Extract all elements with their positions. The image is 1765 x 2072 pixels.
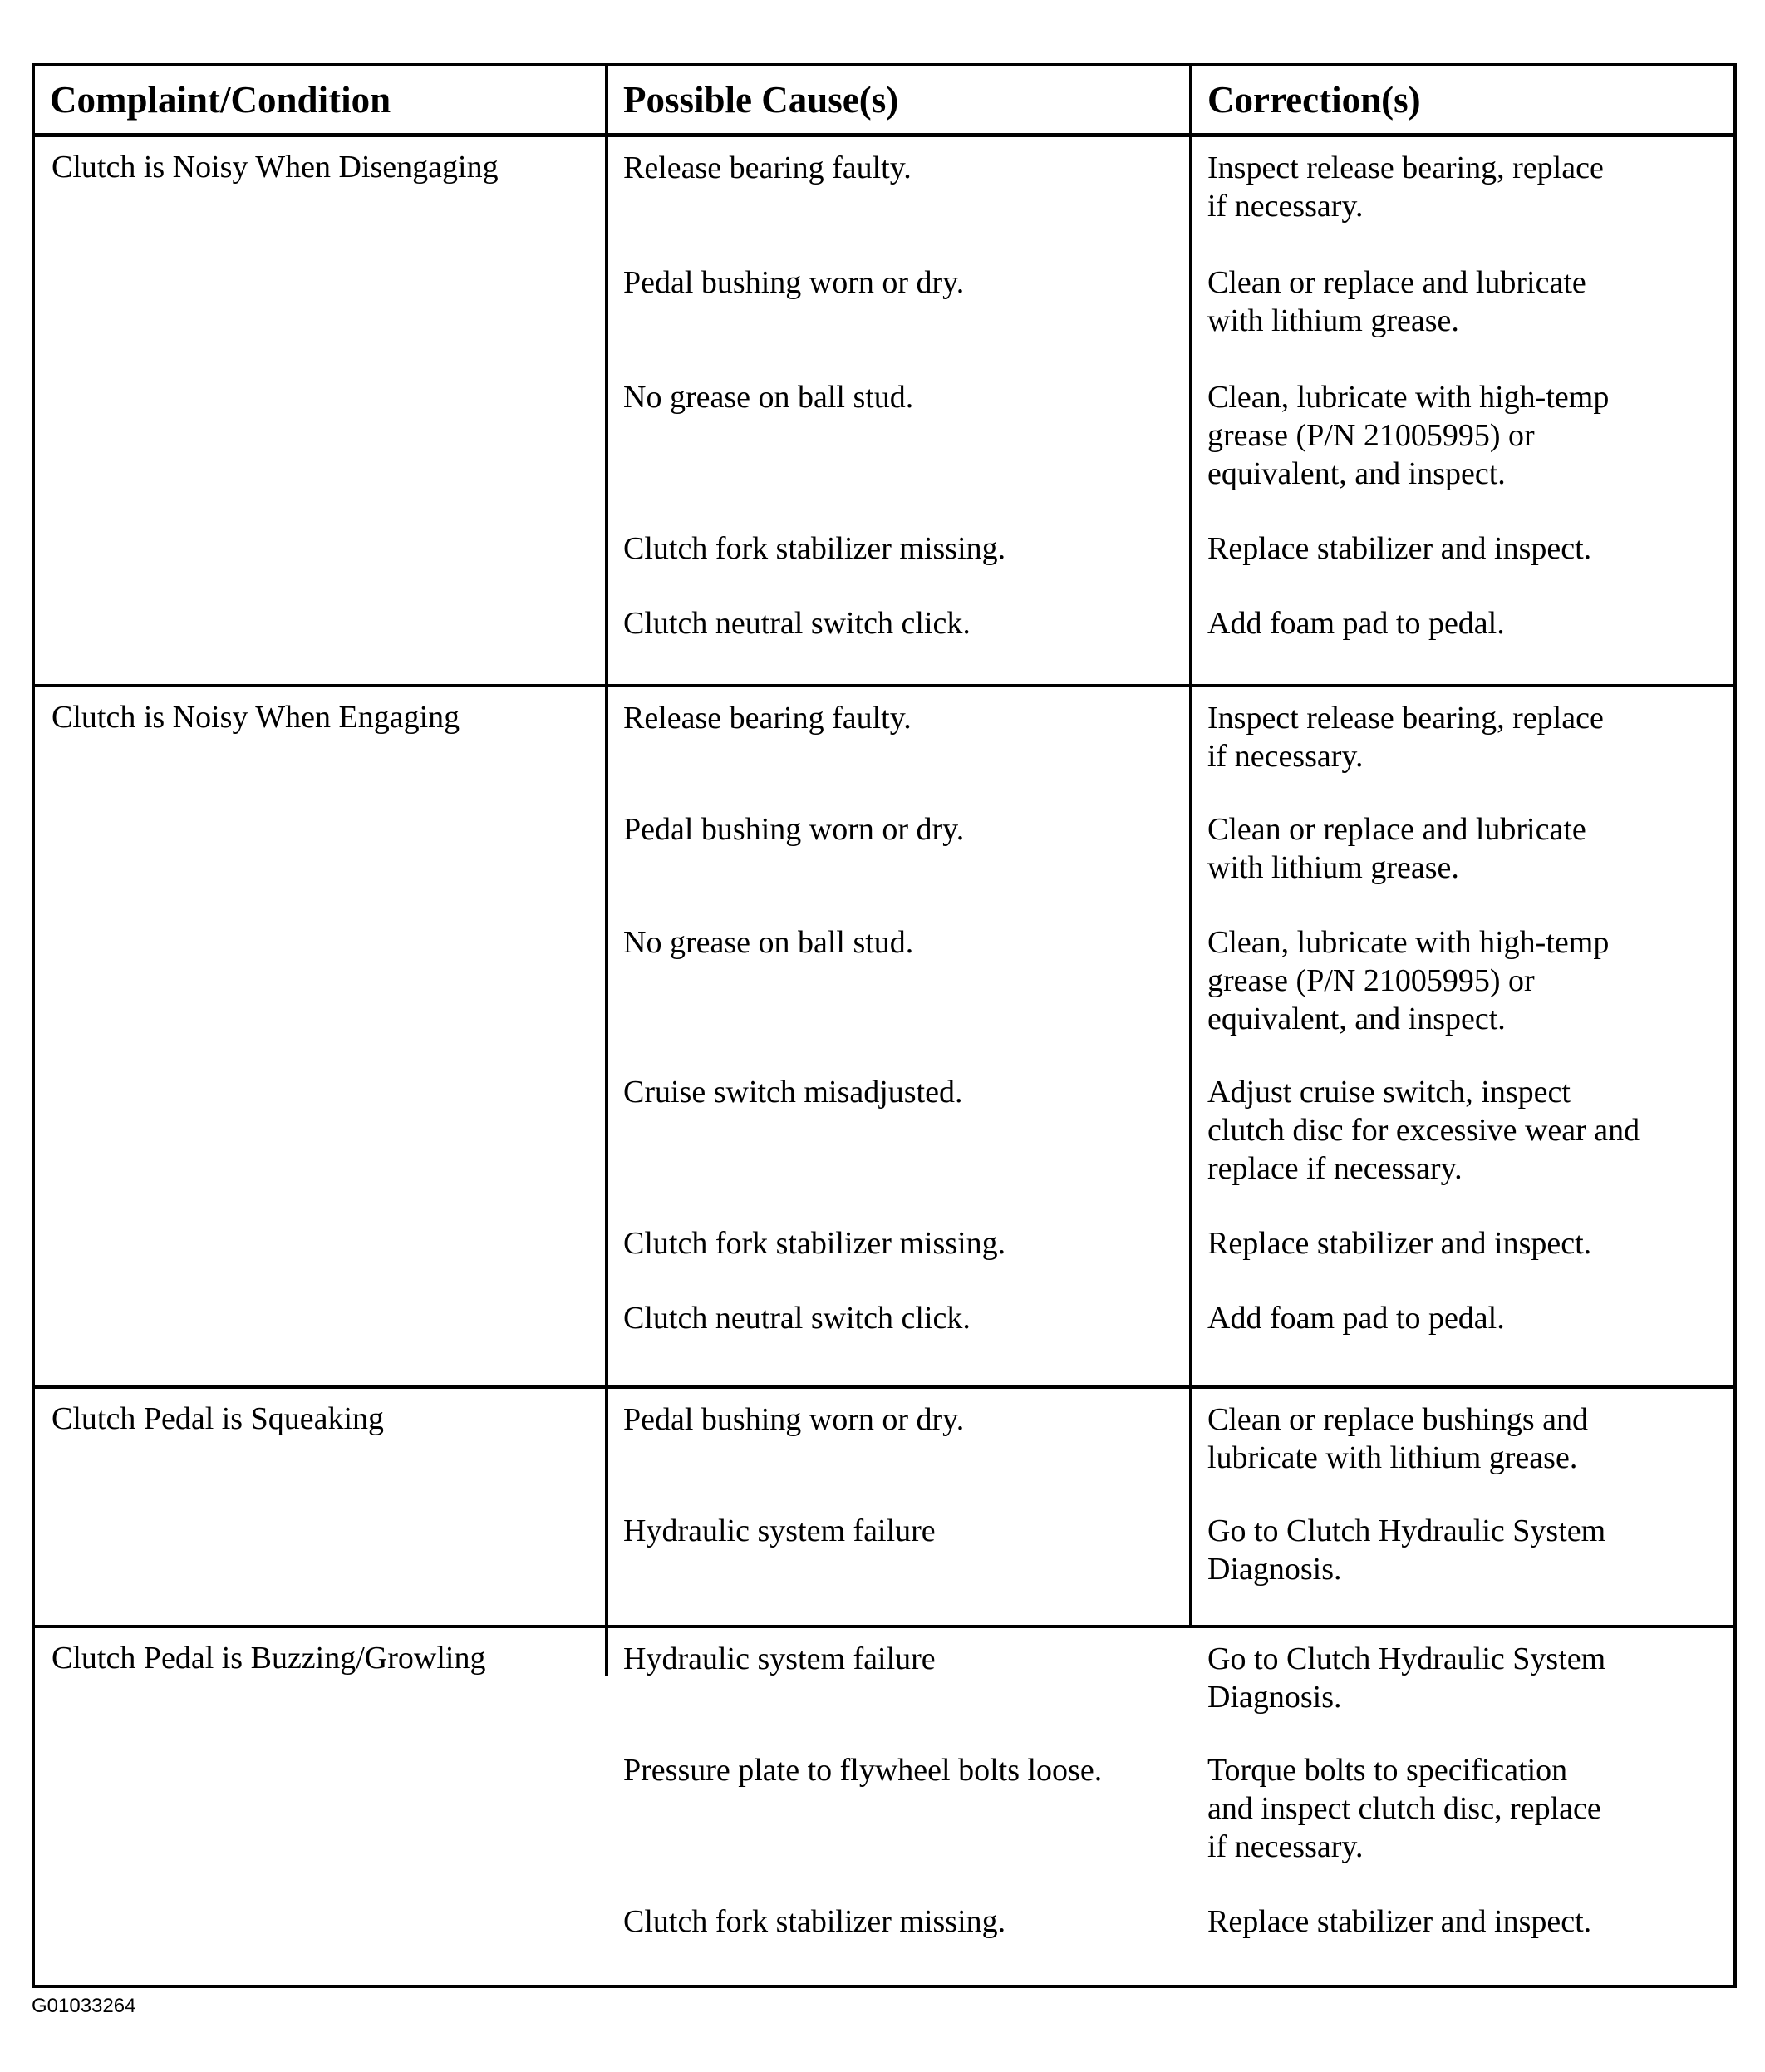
correction-text: Torque bolts to specification and inspect clutch disc, replace if necessary. — [1207, 1753, 1601, 1864]
group-pedal-buzzing — [35, 1628, 1733, 1939]
condition-cell: Clutch Pedal is Buzzing/Growling — [35, 1628, 608, 1676]
cause-text: Pressure plate to flywheel bolts loose. — [623, 1753, 1103, 1788]
cause-text: Hydraulic system failure — [623, 1641, 936, 1676]
cause-text: Pedal bushing worn or dry. — [623, 812, 965, 847]
cause-text: Hydraulic system failure — [623, 1513, 936, 1548]
group-pedal-squeaking — [35, 1389, 1733, 1628]
correction-text: Clean, lubricate with high-temp grease (P/N 21005995) or equivalent, and inspect. — [1207, 380, 1610, 491]
cause-cell — [608, 687, 1192, 1385]
correction-text: Inspect release bearing, replace if necessary. — [1207, 701, 1604, 774]
table-header — [35, 66, 1733, 137]
correction-text: Clean, lubricate with high-temp grease (P/N 21005995) or equivalent, and inspect. — [1207, 925, 1610, 1036]
correction-text: Go to Clutch Hydraulic System Diagnosis. — [1207, 1641, 1606, 1715]
condition-cell: Clutch is Noisy When Disengaging — [35, 137, 608, 684]
correction-cell — [1192, 137, 1733, 684]
cause-text: Release bearing faulty. — [623, 150, 912, 185]
correction-text: Go to Clutch Hydraulic System Diagnosis. — [1207, 1513, 1606, 1587]
cause-text: Clutch neutral switch click. — [623, 1301, 971, 1336]
cause-text: Clutch fork stabilizer missing. — [623, 531, 1006, 566]
cause-text: Clutch fork stabilizer missing. — [623, 1904, 1006, 1939]
condition-cell: Clutch Pedal is Squeaking — [35, 1389, 608, 1625]
correction-text: Replace stabilizer and inspect. — [1207, 531, 1592, 566]
correction-cell — [1192, 1389, 1733, 1625]
group-noisy-engaging — [35, 687, 1733, 1389]
diagnosis-table — [32, 63, 1737, 1988]
cause-text: Clutch neutral switch click. — [623, 606, 971, 641]
correction-text: Clean or replace and lubricate with lithium grease. — [1207, 265, 1586, 338]
header-correction: Correction(s) — [1207, 79, 1421, 121]
correction-text: Adjust cruise switch, inspect clutch disc for excessive wear and replace if necessary. — [1207, 1075, 1640, 1186]
cause-cell — [608, 137, 1192, 684]
correction-text: Add foam pad to pedal. — [1207, 1301, 1505, 1336]
correction-text: Replace stabilizer and inspect. — [1207, 1904, 1592, 1939]
correction-text: Replace stabilizer and inspect. — [1207, 1226, 1592, 1261]
correction-text: Inspect release bearing, replace if necessary. — [1207, 150, 1604, 224]
cause-text: No grease on ball stud. — [623, 380, 914, 415]
condition-cell: Clutch is Noisy When Engaging — [35, 687, 608, 1385]
figure-id: G01033264 — [32, 1995, 136, 2017]
header-complaint: Complaint/Condition — [35, 66, 608, 133]
cause-text: Release bearing faulty. — [623, 701, 912, 736]
correction-cell — [1192, 687, 1733, 1385]
header-cause: Possible Cause(s) — [608, 66, 1192, 133]
cause-text: No grease on ball stud. — [623, 925, 914, 960]
correction-text: Add foam pad to pedal. — [1207, 606, 1505, 641]
cause-text: Pedal bushing worn or dry. — [623, 1402, 965, 1437]
correction-text: Clean or replace bushings and lubricate with lithium grease. — [1207, 1402, 1588, 1475]
cause-text: Cruise switch misadjusted. — [623, 1075, 963, 1110]
cause-cell — [608, 1389, 1192, 1625]
cause-text: Clutch fork stabilizer missing. — [623, 1226, 1006, 1261]
correction-text: Clean or replace and lubricate with lithium grease. — [1207, 812, 1586, 885]
group-noisy-disengaging — [35, 137, 1733, 687]
cause-text: Pedal bushing worn or dry. — [623, 265, 965, 300]
